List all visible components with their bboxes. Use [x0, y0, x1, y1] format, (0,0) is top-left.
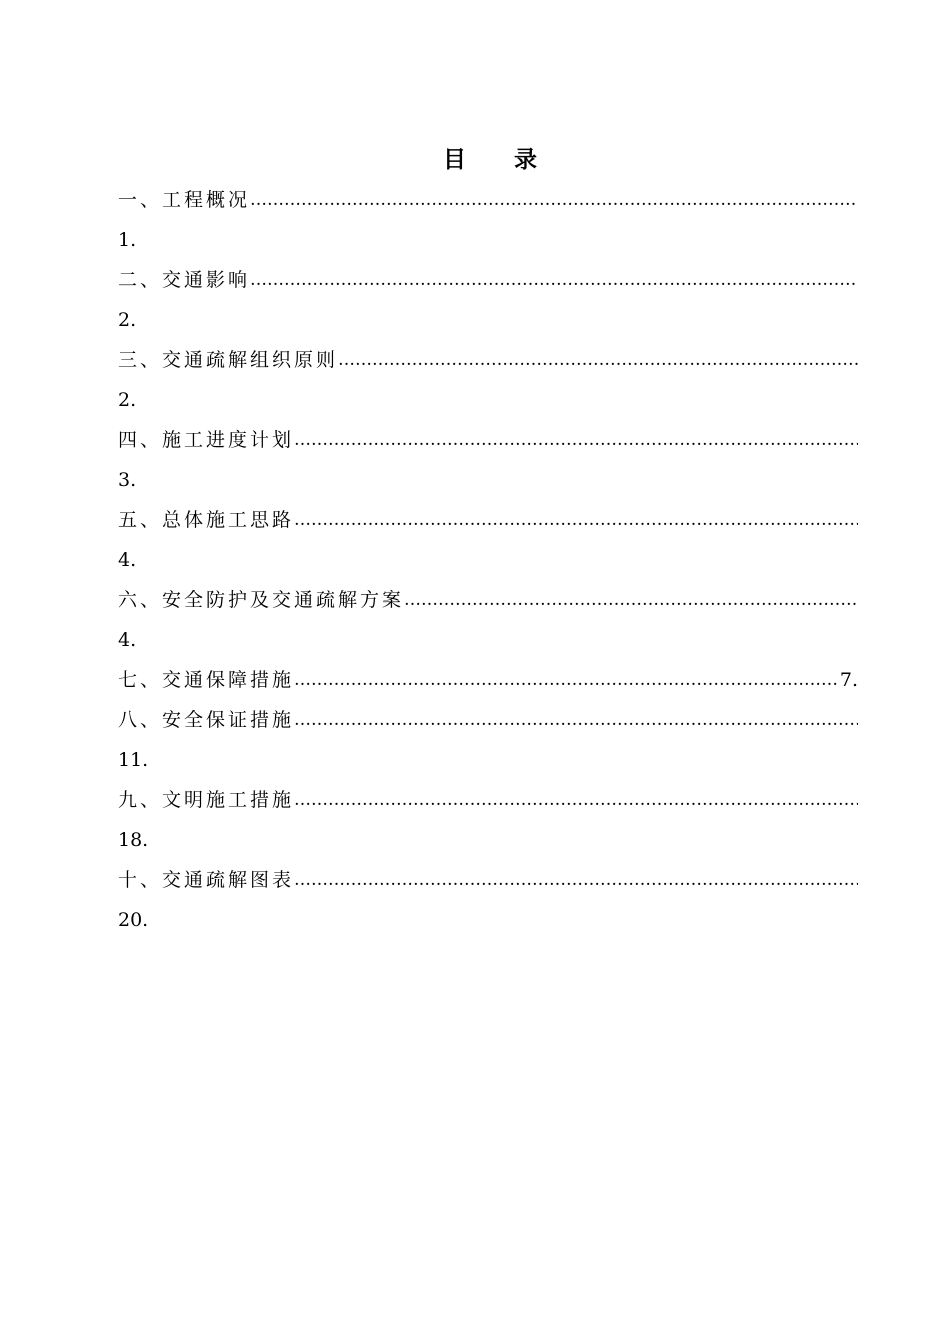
toc-leader-dots: [338, 340, 858, 380]
toc-entry-5[interactable]: [118, 500, 858, 540]
toc-entry-page: 11.: [118, 749, 149, 771]
toc-leader-dots: [250, 180, 858, 220]
toc-entry-label: 一、工程概况: [118, 189, 251, 211]
toc-leader-dots: [250, 260, 858, 300]
toc-entry-page: 2.: [118, 309, 137, 331]
toc-entry-page: 7.: [839, 669, 858, 691]
toc-entry-8[interactable]: [118, 700, 858, 740]
toc-entry-page: 1.: [118, 229, 137, 251]
toc-entry-4[interactable]: [118, 420, 858, 460]
toc-entry-label: 四、施工进度计划: [118, 429, 295, 451]
toc-title-part2: 录: [514, 146, 537, 173]
toc-entry-page: 4.: [118, 549, 137, 571]
toc-entry-label: 六、安全防护及交通疏解方案: [118, 589, 405, 611]
toc-entry-page: 4.: [118, 629, 137, 651]
toc-entry-label: 五、总体施工思路: [118, 509, 295, 531]
toc-leader-dots: [294, 420, 858, 460]
toc-leader-dots: [294, 660, 838, 700]
toc-entry-page: 20.: [118, 909, 149, 931]
toc-entry-page: 18.: [118, 829, 149, 851]
toc-entry-1[interactable]: [118, 180, 858, 220]
toc-entry-label: 十、交通疏解图表: [118, 869, 295, 891]
toc-entry-label: 九、文明施工措施: [118, 789, 295, 811]
toc-entry-9[interactable]: [118, 780, 858, 820]
toc-leader-dots: [294, 700, 858, 740]
toc-entry-page: 3.: [118, 469, 137, 491]
toc-leader-dots: [294, 500, 858, 540]
toc-entry-label: 二、交通影响: [118, 269, 251, 291]
toc-entry-label: 七、交通保障措施: [118, 669, 295, 691]
toc-entry-10[interactable]: [118, 860, 858, 900]
toc-entry-label: 八、安全保证措施: [118, 709, 295, 731]
toc-list: [118, 180, 858, 940]
toc-entry-label: 三、交通疏解组织原则: [118, 349, 339, 371]
toc-leader-dots: [294, 780, 858, 820]
toc-leader-dots: [294, 860, 858, 900]
toc-entry-page: 2.: [118, 389, 137, 411]
toc-entry-7[interactable]: [118, 660, 858, 700]
toc-entry-6[interactable]: [118, 580, 858, 620]
toc-title: [0, 142, 950, 178]
toc-title-part1: 目: [443, 146, 466, 173]
toc-leader-dots: [404, 580, 858, 620]
toc-entry-3[interactable]: [118, 340, 858, 380]
toc-entry-2[interactable]: [118, 260, 858, 300]
